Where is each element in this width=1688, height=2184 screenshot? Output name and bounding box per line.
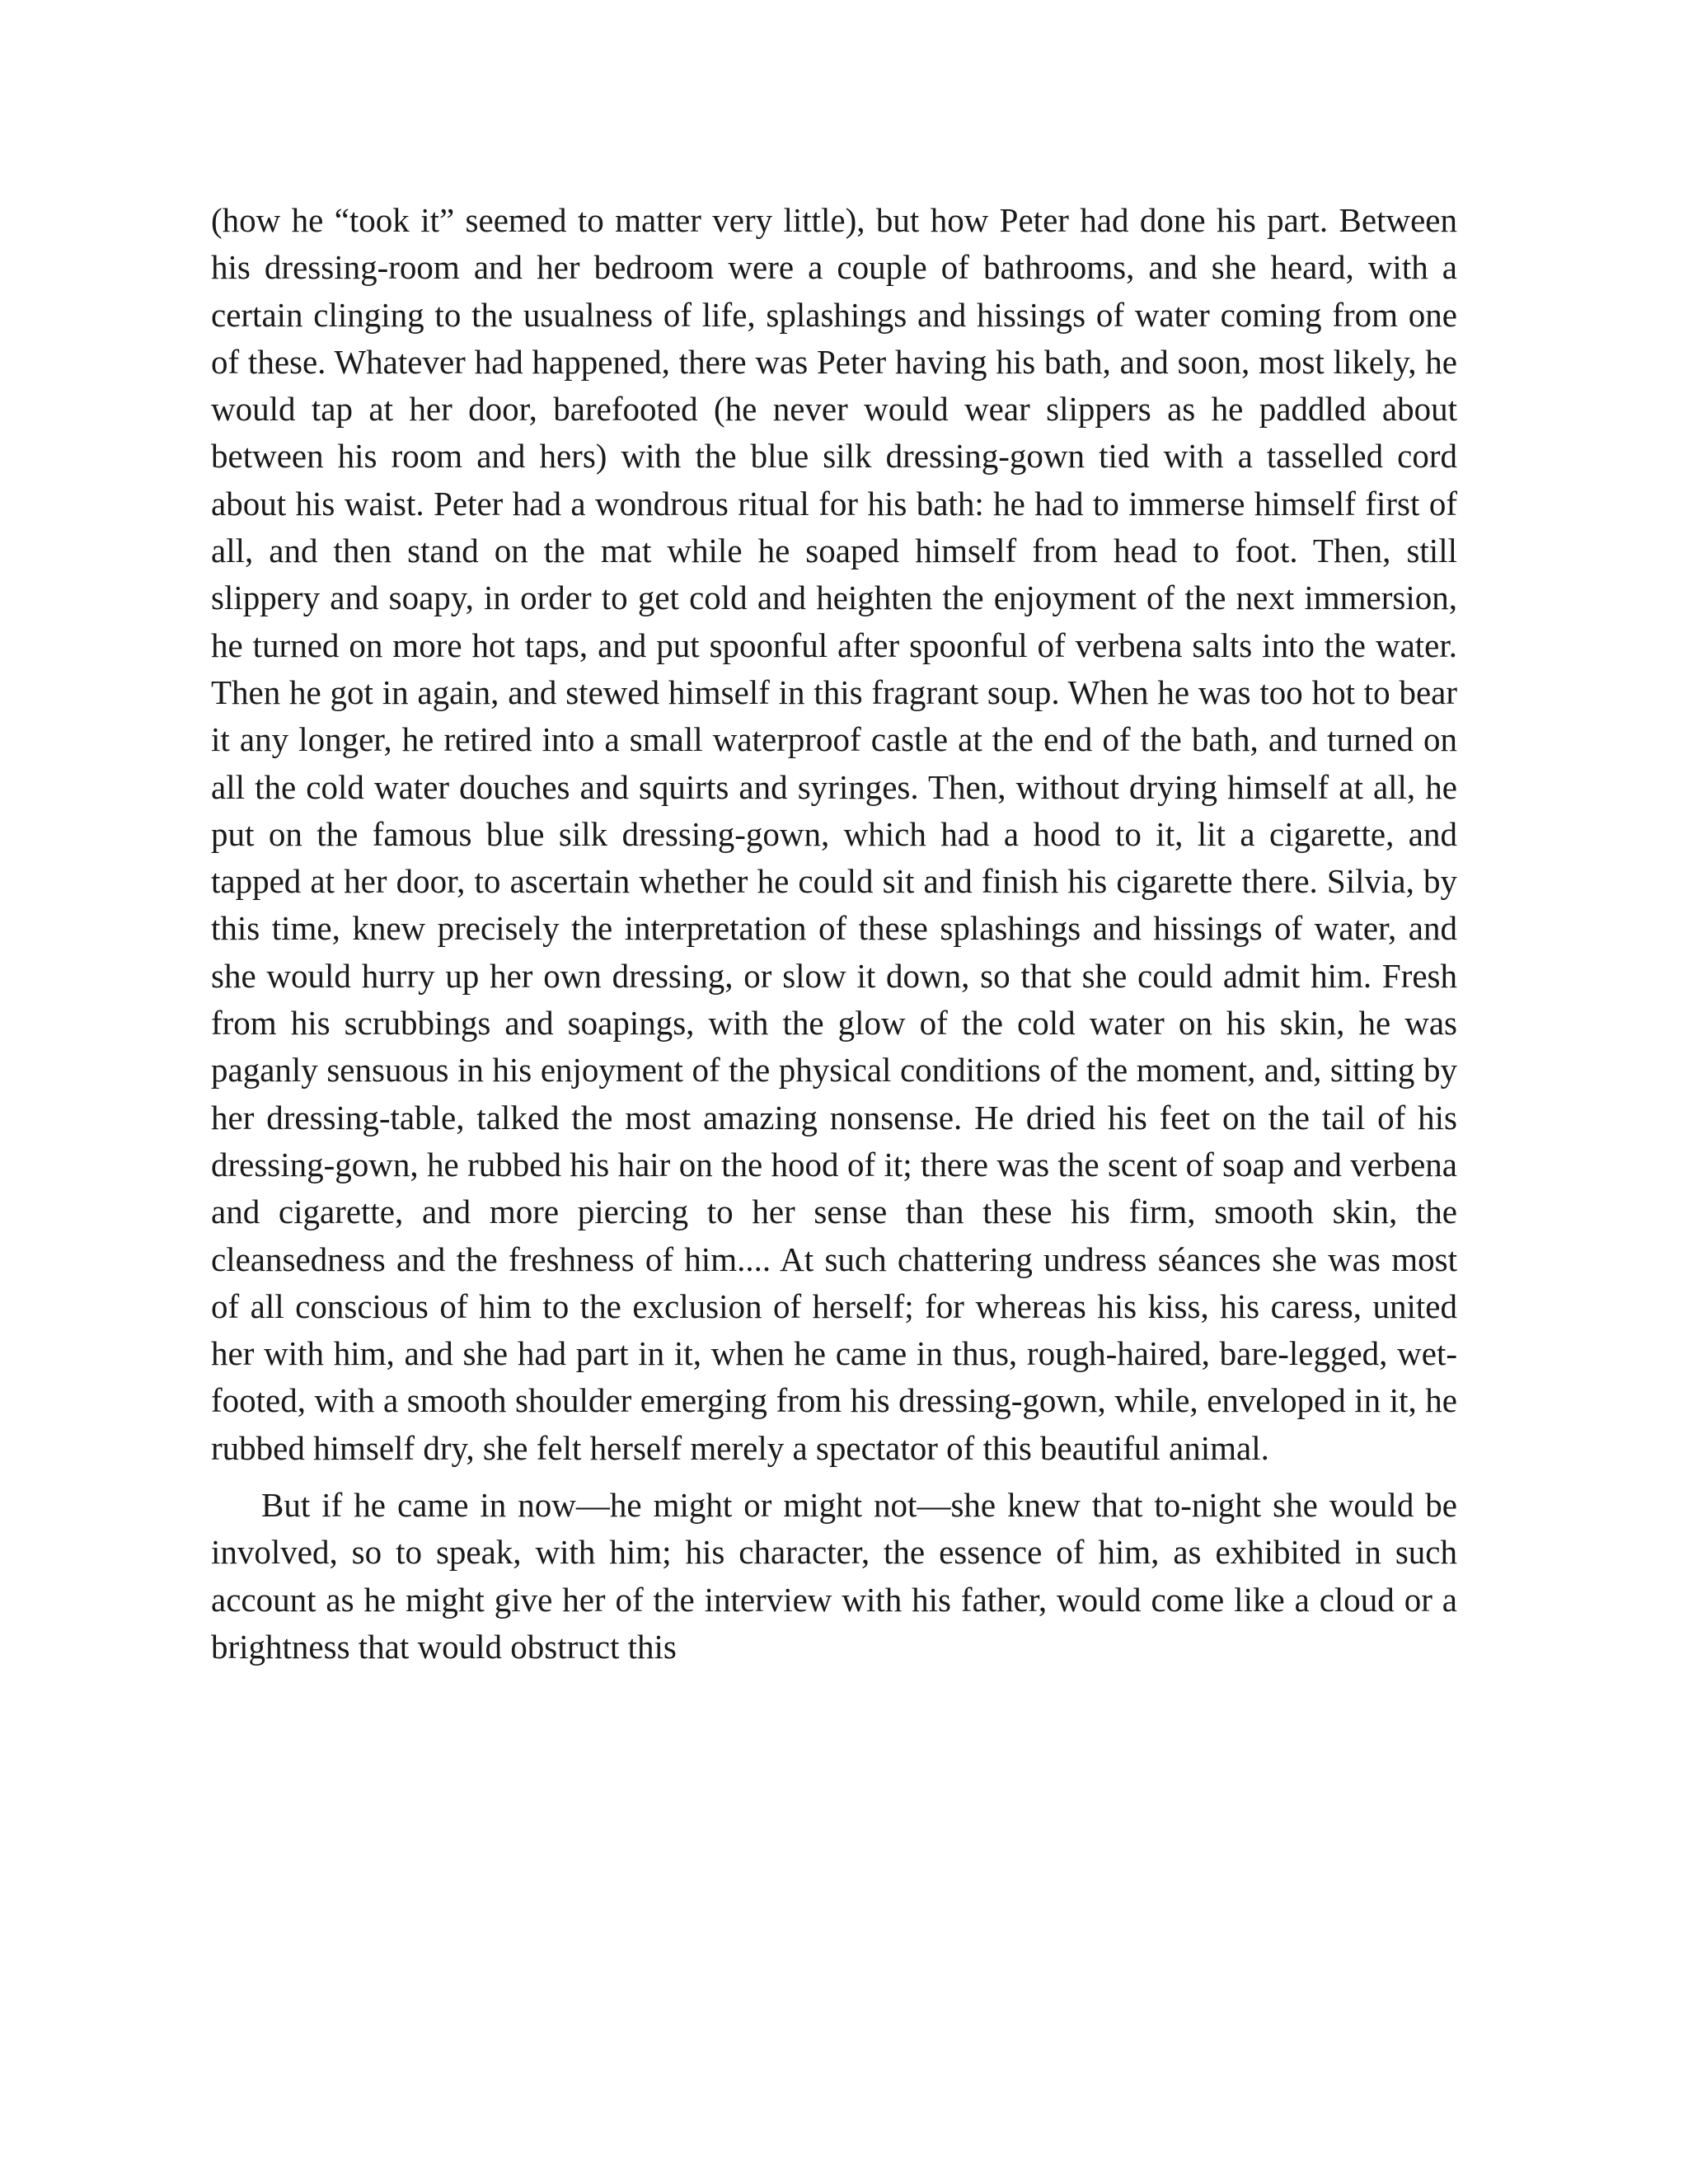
paragraph-1: (how he “took it” seemed to matter very little), but how Peter had done his part. Between his dressing-room and her bedroom were a couple of bathrooms, and she heard, with a certain clinging to the usualness of life, splashings and hissings of water coming from one of these. Whatever had happened, there was Peter having his bath, and soon, most likely, he would tap at her door, barefooted (he never would wear slippers as he paddled about between his room and hers) with the blue silk dressing-gown tied with a tasselled cord about his waist. Peter had a wondrous ritual for his bath: he had to immerse himself first of all, and then stand on the mat while he soaped himself from head to foot. Then, still slippery and soapy, in order to get cold and heighten the enjoyment of the next immersion, he turned on more hot taps, and put spoonful after spoonful of verbena salts into the water. Then he got in again, and stewed himself in this fragrant soup. When he was too hot to bear it any longer, he retired into a small waterproof castle at the end of the bath, and turned on all the cold water douches and squirts and syringes. Then, without drying himself at all, he put on the famous blue silk dressing-gown, which had a hood to it, lit a cigarette, and tapped at her door, to ascertain whether he could sit and finish his cigarette there. Silvia, by this time, knew precisely the interpretation of these splashings and hissings of water, and she would hurry up her own dressing, or slow it down, so that she could admit him. Fresh from his scrubbings and soapings, with the glow of the cold water on his skin, he was paganly sensuous in his enjoyment of the physical conditions of the moment, and, sitting by her dressing-table, talked the most amazing nonsense. He dried his feet on the tail of his dressing-gown, he rubbed his hair on the hood of it; there was the scent of soap and verbena and cigarette, and more piercing to her sense than these his firm, smooth skin, the cleansedness and the freshness of him.... At such chattering undress séances she was most of all conscious of him to the exclusion of herself; for whereas his kiss, his caress, united her with him, and she had part in it, when he came in thus, rough-haired, bare-legged, wet-footed, with a smooth shoulder emerging from his dressing-gown, while, enveloped in it, he rubbed himself dry, she felt herself merely a spectator of this beautiful animal. <box>211 201 1457 1467</box>
paragraph-2: But if he came in now—he might or might not—she knew that to-night she would be involved, so to speak, with him; his character, the essence of him, as exhibited in such account as he might give her of the interview with his father, would come like a cloud or a brightness that would obstruct this <box>211 1486 1457 1666</box>
body-text <box>211 197 1457 1671</box>
